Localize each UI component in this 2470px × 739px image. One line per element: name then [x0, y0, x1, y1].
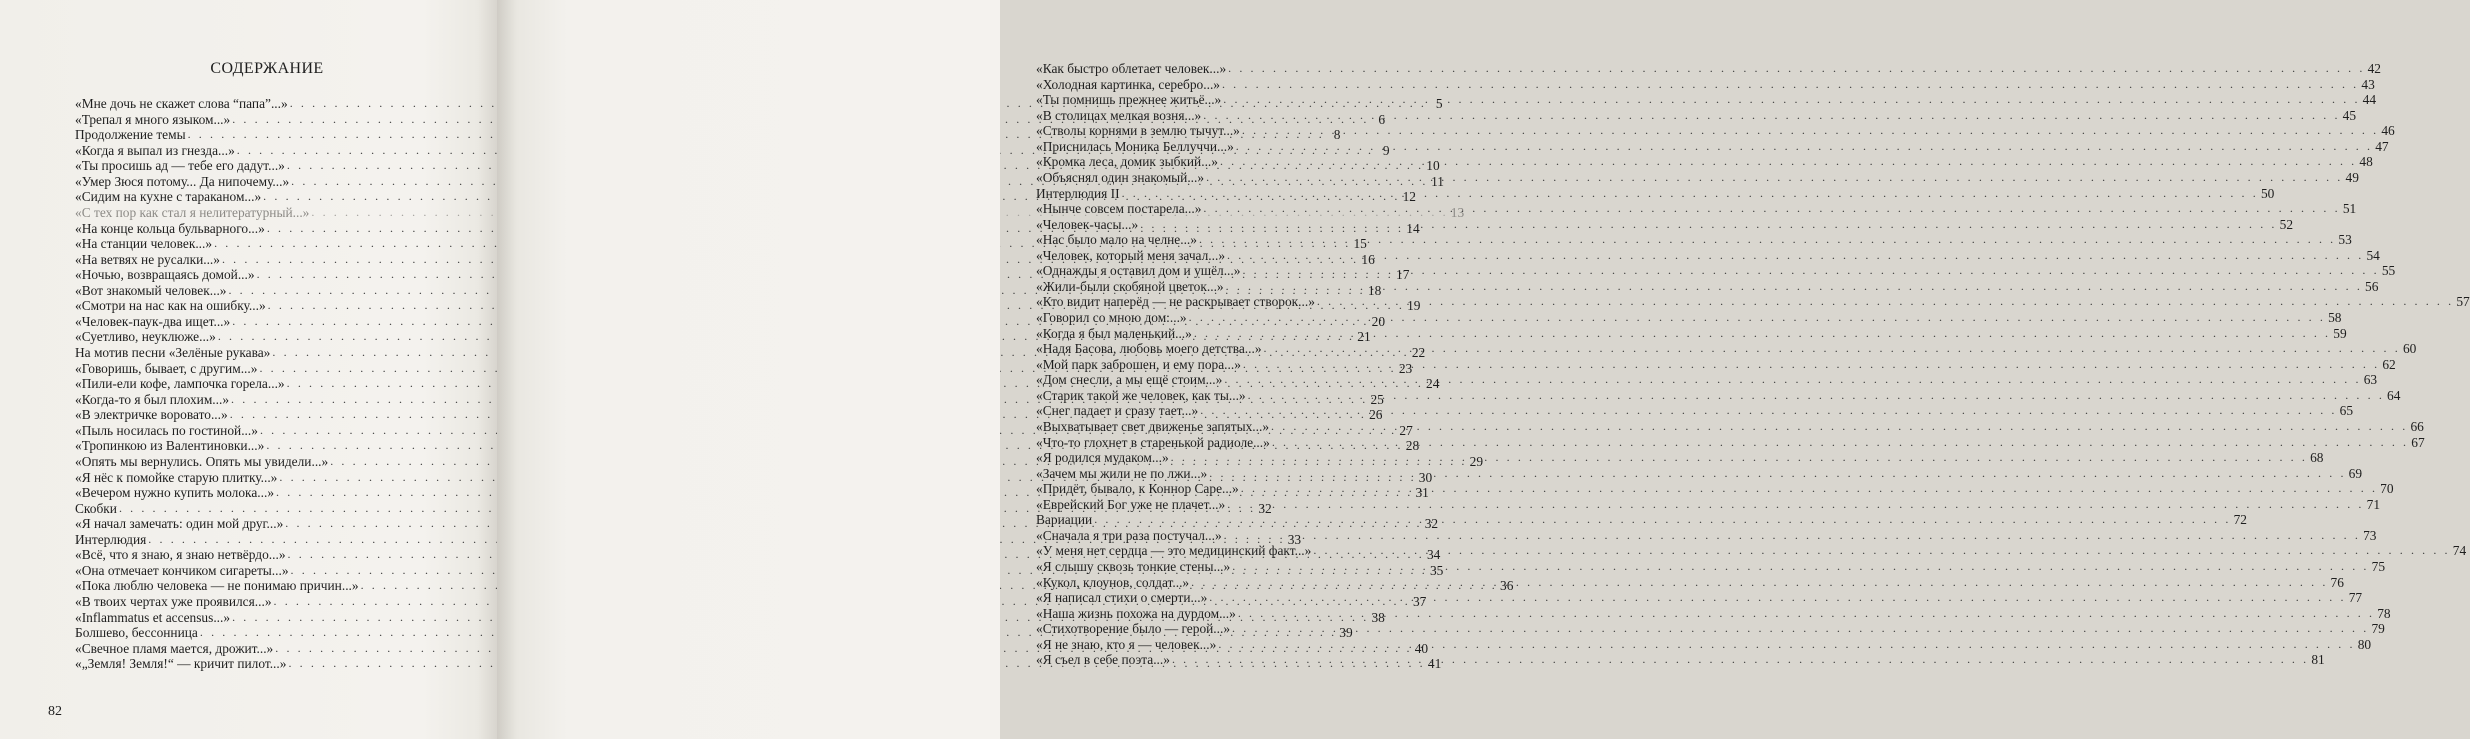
dot-leader: [1209, 466, 2346, 482]
toc-entry-page: 40: [1414, 640, 1429, 656]
toc-entry-page: 42: [2367, 61, 2381, 76]
dot-leader: [1317, 294, 2454, 310]
toc-entry-page: 75: [2371, 559, 2386, 574]
toc-entry-title: «Мой парк заброшен, и ему пора...»: [1036, 356, 1241, 372]
toc-entry-title: «У меня нет сердца — это медицинский факт...»: [1036, 543, 1312, 559]
toc-entry-page: 29: [1469, 453, 1484, 469]
dot-leader: [1242, 123, 2379, 139]
toc-entry: [1036, 590, 2363, 606]
toc-entry: [1036, 76, 2375, 93]
toc-entry-title: «Пока люблю человека — не понимаю причин...»: [75, 578, 359, 594]
toc-entry: [1036, 465, 2363, 482]
toc-entry-title: «Стихотворение было — герой...»: [1036, 621, 1231, 637]
dot-leader: [1232, 559, 2369, 575]
toc-entry-title: «Пили-ели кофе, лампочка горела...»: [75, 376, 285, 392]
toc-entry: [1036, 123, 2395, 139]
dot-leader: [1271, 419, 2408, 435]
toc-entry-title: «Опять мы вернулись. Опять мы увидели...»: [75, 453, 329, 469]
toc-entry-title: «Придёт, бывало, к Коннор Саре...»: [1036, 481, 1239, 497]
toc-entry-page: 31: [1415, 485, 1429, 501]
toc-entry-page: 26: [1369, 407, 1383, 423]
toc-entry-page: 49: [2345, 169, 2359, 185]
dot-leader: [1122, 186, 2259, 202]
toc-entry-page: 77: [2348, 590, 2363, 606]
toc-entry-title: «Когда я выпал из гнезда...»: [75, 142, 235, 158]
toc-entry-page: 32: [1424, 516, 1439, 532]
dot-leader: [1228, 61, 2365, 77]
toc-entry-title: «С тех пор как стал я нелитературный...»: [75, 204, 310, 220]
toc-entry-page: 74: [2452, 543, 2467, 559]
toc-entry-title: «Всё, что я знаю, я знаю нетвёрдо...»: [75, 547, 286, 563]
toc-entry-page: 53: [2338, 232, 2352, 248]
toc-entry-title: «Сидим на кухне с тараканом...»: [75, 189, 262, 205]
toc-entry: [1036, 92, 2377, 108]
toc-entry-page: 11: [1431, 173, 1444, 189]
toc-entry-page: 36: [1500, 578, 1514, 594]
toc-entry: [1036, 387, 2401, 404]
toc-entry-title: «Кромка леса, домик зыбкий...»: [1036, 154, 1218, 170]
toc-entry-page: 80: [2357, 636, 2372, 652]
toc-entry-title: «Вот знакомый человек...»: [75, 282, 227, 298]
dot-leader: [1232, 621, 2369, 637]
toc-entry-title: «Я съел в себе поэта...»: [1036, 652, 1170, 668]
dot-leader: [1242, 263, 2379, 279]
toc-entry-page: 27: [1399, 422, 1413, 438]
toc-entry-page: 19: [1407, 298, 1421, 314]
toc-entry-page: 45: [2342, 107, 2357, 123]
toc-entry-page: 12: [1402, 189, 1416, 205]
toc-entry: [1036, 232, 2352, 248]
toc-entry: [1036, 341, 2417, 357]
toc-entry-title: «Inflammatus et accensus...»: [75, 609, 231, 625]
toc-entry-title: «Надя Басова, любовь моего детства...»: [1036, 341, 1262, 357]
toc-entry-title: Болшево, бессонница: [75, 625, 198, 641]
toc-entry-title: На мотив песни «Зелёные рукава»: [75, 345, 271, 360]
toc-entry-title: «Ты помнишь прежнее житьё...»: [1036, 92, 1222, 108]
toc-entry-title: Вариации: [1036, 512, 1093, 528]
dot-leader: [1220, 154, 2357, 170]
toc-entry-page: 54: [2366, 247, 2380, 263]
toc-entry-title: «Когда-то я был плохим...»: [75, 391, 230, 407]
toc-entry-title: «Мне дочь не скажет слова “папа”...»: [75, 96, 288, 111]
toc-entry-page: 33: [1287, 531, 1302, 547]
toc-entry-page: 35: [1429, 562, 1444, 578]
toc-entry-title: «Ты просишь ад — тебе его дадут...»: [75, 158, 285, 174]
toc-entry-title: «Холодная картинка, серебро...»: [1036, 76, 1220, 92]
toc-entry-title: «Вечером нужно купить молока...»: [75, 485, 275, 501]
toc-entry: [1036, 61, 2381, 77]
toc-entry-title: «Жили-были скобяной цветок...»: [1036, 278, 1224, 294]
toc-entry-title: «Однажды я оставил дом и ушёл...»: [1036, 263, 1241, 279]
toc-entry-title: «Я родился мудаком...»: [1036, 450, 1169, 466]
contents-heading: СОДЕРЖАНИЕ: [210, 60, 324, 77]
toc-entry-page: 24: [1426, 376, 1440, 392]
toc-entry-page: 15: [1353, 236, 1367, 252]
toc-entry-page: 38: [1371, 609, 1385, 625]
toc-entry-title: «Смотри на нас как на ошибку...»: [75, 298, 266, 314]
toc-entry: [1036, 403, 2354, 419]
toc-entry-page: 14: [1406, 220, 1420, 236]
toc-entry-title: «Как быстро облетает человек...»: [1036, 61, 1227, 76]
toc-entry-title: «Она отмечает кончиком сигареты...»: [75, 562, 289, 578]
toc-entry: [1036, 636, 2372, 653]
toc-entry-page: 57: [2456, 294, 2470, 310]
toc-entry-title: «Тропинкою из Валентиновки...»: [75, 438, 265, 454]
toc-entry-page: 65: [2339, 403, 2354, 419]
toc-entry: [1036, 185, 2275, 202]
dot-leader: [1224, 528, 2361, 544]
toc-entry-title: «Сначала я три раза постучал...»: [1036, 527, 1222, 543]
toc-entry: [1036, 605, 2391, 622]
toc-entry-page: 64: [2387, 387, 2401, 403]
toc-entry-title: «Старик такой же человек, как ты...»: [1036, 387, 1246, 403]
dot-leader: [1241, 481, 2378, 497]
page-number: 82: [48, 704, 62, 719]
toc-entry-page: 8: [1333, 127, 1341, 143]
toc-entry-title: «Когда я был маленький...»: [1036, 325, 1192, 341]
dot-leader: [1191, 575, 2328, 591]
toc-entry-page: 66: [2410, 418, 2424, 434]
toc-entry-page: 51: [2342, 201, 2357, 217]
toc-entry-title: «В твоих чертах уже проявился...»: [75, 594, 272, 609]
dot-leader: [1203, 108, 2340, 124]
toc-entry-page: 10: [1426, 158, 1440, 174]
toc-entry-page: 28: [1405, 438, 1420, 454]
dot-leader: [1224, 372, 2361, 388]
dot-leader: [1236, 139, 2373, 155]
toc-entry-page: 67: [2411, 434, 2425, 450]
toc-entry-page: 46: [2381, 123, 2395, 139]
toc-entry-title: «Пыль носилась по гостиной...»: [75, 422, 258, 438]
toc-entry-page: 22: [1411, 345, 1426, 360]
toc-entry-page: 59: [2333, 325, 2347, 341]
toc-entry-page: 72: [2233, 512, 2247, 528]
dot-leader: [1189, 310, 2326, 326]
toc-entry: [1036, 107, 2357, 124]
toc-entry: [1036, 278, 2379, 295]
toc-entry-title: «Зачем мы жили не по лжи...»: [1036, 465, 1208, 481]
toc-entry-title: «Кукол, клоунов, солдат...»: [1036, 574, 1190, 590]
toc-entry-page: 30: [1418, 469, 1433, 485]
toc-entry-title: «Я написал стихи о смерти...»: [1036, 590, 1208, 606]
dot-leader: [1243, 357, 2380, 373]
toc-entry: [1036, 216, 2294, 233]
dot-leader: [1194, 326, 2331, 342]
dot-leader: [1218, 637, 2355, 653]
toc-entry-page: 20: [1371, 313, 1386, 329]
toc-entry-title: «Суетливо, неуклюже...»: [75, 329, 216, 345]
toc-entry-page: 79: [2371, 621, 2385, 637]
toc-entry-title: «Человек, который меня зачал...»: [1036, 247, 1226, 263]
toc-entry: [1036, 138, 2389, 155]
toc-entry-title: «Я слышу сквозь тонкие стены...»: [1036, 559, 1231, 574]
toc-entry-title: «Что-то глохнет в старенькой радиоле...»: [1036, 434, 1270, 450]
dot-leader: [1094, 512, 2231, 528]
toc-entry: [1036, 496, 2381, 513]
toc-entry: [1036, 310, 2342, 326]
toc-entry-title: Скобки: [75, 500, 117, 516]
toc-entry-page: 39: [1339, 625, 1353, 641]
toc-entry-page: 21: [1357, 329, 1371, 345]
dot-leader: [1203, 201, 2340, 217]
toc-entry: [1036, 481, 2394, 497]
toc-entry-page: 13: [1450, 204, 1465, 220]
toc-entry-page: 5: [1435, 96, 1443, 111]
dot-leader: [1172, 652, 2309, 668]
toc-entry: [1036, 356, 2396, 373]
dot-leader: [1248, 388, 2385, 404]
toc-entry-title: Интерлюдия II: [1036, 185, 1120, 201]
toc-entry: [1036, 325, 2347, 342]
toc-entry: [1036, 621, 2385, 637]
toc-entry-page: 18: [1367, 282, 1382, 298]
toc-entry-page: 47: [2375, 138, 2389, 154]
toc-entry-page: 68: [2310, 450, 2324, 466]
toc-entry: [1036, 294, 2470, 310]
toc-entry-title: «Я не знаю, кто я — человек...»: [1036, 636, 1217, 652]
toc-entry-page: 25: [1370, 391, 1384, 407]
toc-entry-title: «В столицах мелкая возня...»: [1036, 107, 1202, 123]
toc-entry-page: 70: [2380, 481, 2394, 497]
toc-entry-page: 17: [1396, 267, 1410, 283]
toc-entry-title: «Человек-паук-два ищет...»: [75, 313, 231, 329]
toc-entry: [1036, 263, 2396, 279]
toc-entry-title: «Говорил со мною дом:...»: [1036, 310, 1187, 325]
toc-entry-title: «Выхватывает свет движенье запятых...»: [1036, 418, 1270, 434]
toc-entry-page: 44: [2362, 92, 2377, 108]
toc-entry-title: «Кто видит наперёд — не раскрывает створок...»: [1036, 294, 1315, 310]
toc-entry-page: 56: [2365, 278, 2379, 294]
toc-entry: [1036, 418, 2424, 435]
toc-entry-title: Интерлюдия: [75, 531, 147, 547]
toc-entry-title: «На станции человек...»: [75, 236, 213, 252]
toc-entry-title: «Человек-часы...»: [1036, 216, 1139, 232]
toc-entry-title: «Нынче совсем постарела...»: [1036, 201, 1202, 217]
toc-entry-page: 9: [1382, 142, 1390, 158]
dot-leader: [1313, 543, 2450, 559]
toc-entry-page: 69: [2348, 465, 2363, 481]
dot-leader: [1200, 403, 2337, 419]
toc-entry-page: 63: [2363, 372, 2378, 388]
toc-entry-title: «На ветвях не русалки...»: [75, 251, 220, 267]
dot-leader: [1227, 248, 2364, 264]
dot-leader: [1140, 217, 2277, 233]
dot-leader: [1226, 279, 2363, 295]
dot-leader: [1227, 497, 2364, 513]
toc-entry-page: 41: [1427, 656, 1442, 672]
toc-entry-page: 71: [2366, 496, 2381, 512]
toc-entry-page: 52: [2279, 216, 2294, 232]
toc-entry-page: 37: [1412, 594, 1427, 609]
dot-leader: [1238, 606, 2375, 622]
toc-entry-title: «Свечное пламя мается, дрожит...»: [75, 640, 274, 656]
toc-entry-title: «Трепал я много языком...»: [75, 111, 231, 127]
toc-entry-title: «Нас было мало на челне...»: [1036, 232, 1197, 248]
dot-leader: [1206, 170, 2343, 186]
toc-entry: [1036, 434, 2425, 451]
toc-entry-title: «Объяснял один знакомый...»: [1036, 169, 1205, 185]
toc-entry-title: «На конце кольца бульварного...»: [75, 220, 265, 236]
toc-entry-title: «Ночью, возвращаясь домой...»: [75, 267, 255, 283]
toc-entry-page: 43: [2361, 76, 2375, 92]
toc-entry-title: «Еврейский Бог уже не плачет...»: [1036, 496, 1226, 512]
toc-entry-page: 50: [2260, 185, 2275, 201]
toc-entry-title: «Я нёс к помойке старую плитку...»: [75, 469, 278, 485]
toc-entry-title: «Я начал замечать: один мой друг...»: [75, 516, 284, 532]
toc-entry-page: 78: [2377, 605, 2391, 621]
toc-entry-title: Продолжение темы: [75, 127, 186, 143]
dot-leader: [1209, 590, 2346, 606]
toc-entry-page: 16: [1361, 251, 1375, 267]
dot-leader: [1199, 232, 2336, 248]
dot-leader: [1223, 92, 2360, 108]
toc-entry-page: 55: [2381, 263, 2396, 279]
dot-leader: [1272, 435, 2409, 451]
toc-entry-title: «Умер Зюся потому... Да нипочему...»: [75, 173, 290, 189]
toc-entry-page: 23: [1398, 360, 1413, 376]
toc-entry: [1036, 527, 2377, 544]
toc-entry-title: «Наша жизнь похожа на дурдом...»: [1036, 605, 1236, 621]
toc-entry-page: 76: [2330, 574, 2344, 590]
toc-entry-title: «Стволы корнями в землю тычут...»: [1036, 123, 1240, 139]
toc-entry-page: 34: [1426, 547, 1441, 563]
toc-entry-page: 48: [2359, 154, 2373, 170]
toc-entry-title: «„Земля! Земля!“ — кричит пилот...»: [75, 656, 287, 672]
toc-entry-title: «В электричке воровато...»: [75, 407, 228, 423]
toc-entry-title: «Приснилась Моника Беллуччи...»: [1036, 138, 1234, 154]
toc-entry-page: 58: [2328, 310, 2342, 325]
toc-entry-page: 60: [2402, 341, 2417, 357]
toc-entry-title: «Говоришь, бывает, с другим...»: [75, 360, 258, 376]
toc-entry-page: 81: [2311, 652, 2325, 668]
toc-entry-page: 32: [1258, 500, 1272, 516]
dot-leader: [1171, 450, 2308, 466]
toc-entry-page: 73: [2363, 527, 2377, 543]
dot-leader: [1264, 341, 2401, 357]
toc-entry-title: «Дом снесли, а мы ещё стоим...»: [1036, 372, 1223, 388]
dot-leader: [1222, 77, 2359, 93]
toc-entry-page: 6: [1378, 111, 1386, 127]
toc-entry-page: 62: [2382, 356, 2396, 372]
toc-entry: [1036, 247, 2380, 264]
toc-entry-title: «Снег падает и сразу тает...»: [1036, 403, 1199, 419]
